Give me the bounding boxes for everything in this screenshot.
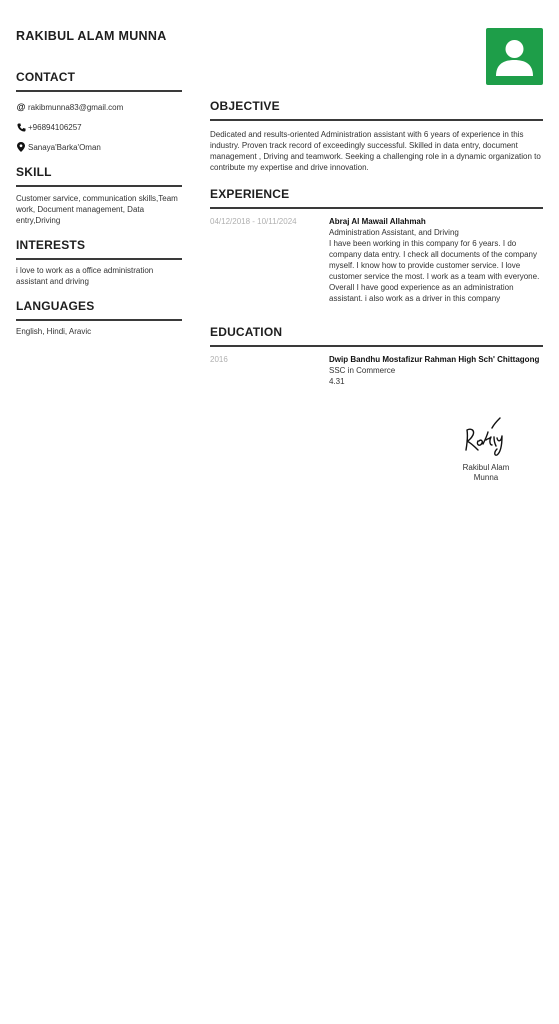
languages-text: English, Hindi, Aravic (16, 327, 92, 336)
email-text: rakibmunna83@gmail.com (28, 102, 124, 112)
objective-title: OBJECTIVE (210, 99, 280, 113)
left-column (16, 70, 182, 337)
languages-section (16, 299, 182, 337)
experience-description: I have been working in this company for 6 years. I do company data entry. I check all documents of the company myself. I know how to provide customer service. I love customer service the most. I work as a team with everyone. Overall I have good experience as an administration assistant. i also work as a driver in this company (329, 239, 540, 303)
handwritten-signature (456, 414, 516, 456)
signature-name: Rakibul Alam Munna (462, 463, 510, 482)
education-degree: SSC in Commerce (329, 366, 396, 375)
education-title: EDUCATION (210, 325, 283, 339)
experience-entry (210, 216, 543, 304)
contact-section (16, 70, 182, 153)
experience-company: Abraj Al Mawail Allahmah (329, 217, 426, 226)
divider (16, 185, 182, 187)
objective-text: Dedicated and results-oriented Administration assistant with 6 years of experience in this industry. Proven track record of exceedingly successful. Skilled in data entry, document management , Driving and teamwork. Seeking a challenging role in a dynamic organization to contribute my expertise and drive innovation. (210, 130, 541, 172)
signature-block (456, 414, 516, 483)
divider (210, 119, 543, 121)
divider (16, 90, 182, 92)
divider (16, 258, 182, 260)
person-icon (486, 28, 543, 85)
phone-text: +96894106257 (28, 122, 82, 132)
education-entry (210, 354, 543, 387)
candidate-name: RAKIBUL ALAM MUNNA (16, 29, 167, 43)
interests-section (16, 238, 182, 287)
experience-role: Administration Assistant, and Driving (329, 228, 459, 237)
skill-title: SKILL (16, 165, 52, 179)
skill-text: Customer sarvice, communication skills,Team work, Document management, Data entry,Driving (16, 194, 178, 225)
address-row (16, 141, 182, 153)
location-pin-icon (16, 142, 26, 152)
email-row (16, 101, 182, 113)
interests-title: INTERESTS (16, 238, 86, 252)
objective-section (210, 99, 543, 173)
avatar (486, 28, 543, 85)
experience-section (210, 187, 543, 304)
divider (16, 319, 182, 321)
education-section (210, 325, 543, 387)
experience-date: 04/12/2018 - 10/11/2024 (210, 217, 297, 226)
education-school: Dwip Bandhu Mostafizur Rahman High Sch' Chittagong (329, 355, 540, 364)
divider (210, 345, 543, 347)
phone-icon (16, 122, 26, 132)
contact-title: CONTACT (16, 70, 76, 84)
at-icon: @ (16, 102, 26, 112)
education-grade: 4.31 (329, 377, 345, 386)
phone-row (16, 121, 182, 133)
divider (210, 207, 543, 209)
languages-title: LANGUAGES (16, 299, 95, 313)
skill-section (16, 165, 182, 226)
experience-title: EXPERIENCE (210, 187, 290, 201)
interests-text: i love to work as a office administration assistant and driving (16, 266, 154, 286)
address-text: Sanaya'Barka'Oman (28, 142, 101, 152)
education-year: 2016 (210, 355, 228, 364)
